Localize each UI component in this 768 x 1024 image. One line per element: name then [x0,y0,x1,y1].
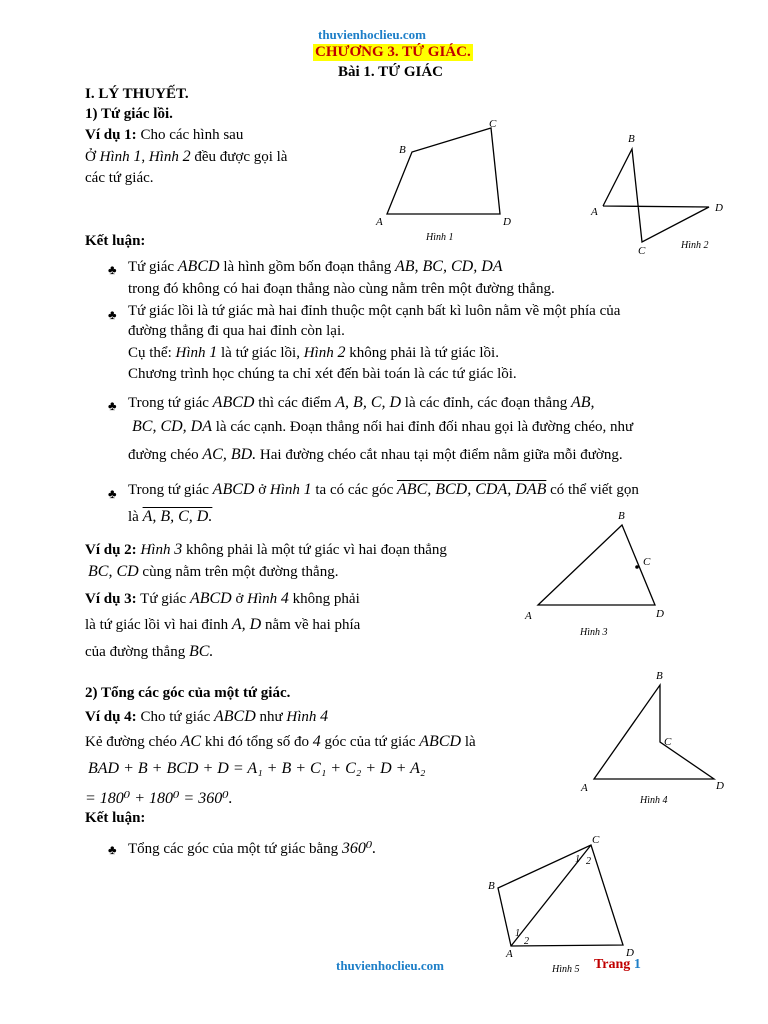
fig3-label-b: B [618,510,625,522]
footer-site: thuvienhoclieu.com [336,958,444,973]
text: Trong tứ giác [128,395,209,411]
fig4-caption: Hình 4 [640,795,668,806]
text: Cho tứ giác [140,709,211,725]
math: BC. [188,643,214,660]
math: ABCD [212,394,255,411]
example3-label: Ví dụ 3: [85,591,137,607]
fig3-point-c [635,565,639,569]
section-title: I. LÝ THUYẾT. [85,86,189,102]
fig1-label-b: B [399,144,406,156]
text: ta có các góc [315,482,394,498]
chapter-title: CHƯƠNG 3. TỨ GIÁC. [315,44,471,60]
fig5-angle-a2: 2 [524,936,529,947]
club-bullet-icon: ♣ [108,262,117,277]
fig4-label-c: C [664,736,672,748]
example1-line2: Ở Hình 1, Hình 2 đều được gọi là [85,148,288,165]
text: có thể viết gọn [550,482,639,498]
example1-line3: các tứ giác. [85,170,154,186]
bullet2-line1: Tứ giác lồi là tứ giác mà hai đỉnh thuộc một cạnh bất kì luôn nằm về một phía của [128,303,621,319]
text: là các cạnh. Đoạn thẳng nối hai đỉnh đối nhau gọi là đường chéo, như [215,419,634,435]
fig5-caption: Hình 5 [552,964,580,975]
fig-ref: Hình [99,149,130,165]
example1-label: Ví dụ 1: [85,127,137,143]
text: là tứ giác lồi vì hai đỉnh [85,617,229,633]
text: là các đỉnh, các đoạn thẳng [404,395,568,411]
fig-number: 3 [174,541,183,558]
text: nằm về hai phía [264,617,361,633]
conclusion2-text [128,838,376,858]
math: ABCD [177,258,220,275]
fig2-label-d: D [715,202,723,214]
text: ở [235,591,244,607]
text: khi đó tổng số đo [204,734,310,750]
text: cùng nằm trên một đường thẳng. [142,564,339,580]
math: AB, [570,394,595,411]
text: đều được gọi là [194,149,288,165]
fig3-label-c: C [643,556,651,568]
example2-line2 [88,563,338,581]
text: Trong tứ giác [128,482,209,498]
math: A, D [231,616,262,633]
fig2-label-b: B [628,133,635,145]
text: không phải [292,591,360,607]
text: Tứ giác [128,259,175,275]
math: ABCD [189,590,232,607]
fig4-label-b: B [656,670,663,682]
example4-label: Ví dụ 4: [85,709,137,725]
text: Kẻ đường chéo [85,734,177,750]
math: 4 [312,733,321,750]
text: Tổng các góc của một tứ giác bằng [128,841,339,857]
fig-number: 1 [209,344,218,361]
subsection-convex: 1) Tứ giác lồi. [85,106,173,122]
fig-ref: Hình [247,591,278,607]
club-bullet-icon: ♣ [108,486,117,501]
conclusion-label-2: Kết luận: [85,810,146,826]
fig-ref: Hình [269,482,300,498]
fig5-label-a: A [506,948,513,960]
figure-3-degenerate [520,505,670,645]
text: là [464,734,476,750]
math: AC, BD. [202,446,257,463]
example1-line1 [85,127,243,144]
fig2-shape [603,149,709,242]
bullet1-line2: trong đó không có hai đoạn thẳng nào cùng nằm trên một đường thẳng. [128,281,555,297]
figure-4-concave [578,665,733,810]
math: ABC, BCD, CDA, DAB [397,481,547,498]
example3-line3 [85,643,213,661]
text: ở [258,482,267,498]
club-bullet-icon: ♣ [108,307,117,322]
fig3-label-d: D [656,608,664,620]
subsection-angle-sum: 2) Tổng các góc của một tứ giác. [85,685,291,701]
text: là [128,509,139,525]
figure-5-diagonal [485,805,645,980]
text: của đường thẳng [85,644,186,660]
bullet4-line2 [128,508,212,526]
fig2-label-a: A [591,206,598,218]
text: là hình gồm bốn đoạn thẳng [223,259,392,275]
math: ABCD [212,481,255,498]
example4-line1 [85,708,328,726]
fig4-label-d: D [716,780,724,792]
math: AC [180,733,202,750]
text: không phải là tứ giác lồi. [349,345,499,361]
fig-ref: Hình [148,149,179,165]
math: AB, BC, CD, DA [394,258,503,275]
fig1-label-c: C [489,118,497,130]
bullet1-line1 [128,258,503,276]
example3-line1 [85,590,360,608]
fig3-caption: Hình 3 [580,627,608,638]
example3-line2 [85,616,360,634]
fig1-caption: Hình 1 [426,232,454,243]
fig5-angle-a1: 1 [515,928,520,939]
fig3-shape [538,525,655,605]
club-bullet-icon: ♣ [108,842,117,857]
fig-number: 2 [337,344,346,361]
fig-ref: Hình [286,709,317,725]
example1-text: Cho các hình sau [140,127,244,143]
fig2-caption: Hình 2 [681,240,709,251]
bullet2-line3 [128,344,499,362]
text: đường chéo [128,447,199,463]
page-number: 1 [633,957,641,972]
text: góc của tứ giác [324,734,416,750]
fig5-angle-c1: 1 [575,854,580,865]
fig-number: 2 [182,148,191,165]
bullet2-line2: đường thẳng đi qua hai đỉnh còn lại. [128,323,345,339]
fig2-label-c: C [638,245,646,257]
math: A, B, C, D [335,394,402,411]
text: Ở [85,149,96,165]
fig-number: 4 [320,708,329,725]
math: A, B, C, D. [142,508,213,525]
fig-number: 1 [133,148,142,165]
text: là tứ giác lồi, [221,345,300,361]
text: không phải là một tứ giác vì hai đoạn thẳng [185,542,447,558]
figure-2-crossed-quadrilateral [585,125,725,260]
math: ABCD [213,708,256,725]
page-label: Trang [594,957,631,972]
bullet2-line4: Chương trình học chúng ta chỉ xét đến bài toán là các tứ giác lồi. [128,366,517,382]
fig-ref: Hình [175,345,206,361]
lesson-title: Bài 1. TỨ GIÁC [338,64,444,80]
fig-ref: Hình [303,345,334,361]
text: thì các điểm [258,395,332,411]
example2-line1 [85,541,447,559]
club-bullet-icon: ♣ [108,398,117,413]
figure-1-quadrilateral [370,115,530,245]
page-indicator [594,957,641,973]
math: BC, CD, DA [132,418,212,435]
equation-2: = 180⁰ + 180⁰ = 360⁰. [85,790,233,807]
fig-number: 1 [303,481,312,498]
math: BC, CD [88,563,139,580]
fig1-label-d: D [503,216,511,228]
text: Tứ giác [140,591,187,607]
text: như [259,709,283,725]
fig1-label-a: A [376,216,383,228]
fig4-shape [594,685,714,779]
header-site: thuvienhoclieu.com [318,27,426,42]
fig5-label-b: B [488,880,495,892]
math: ABCD [419,733,462,750]
conclusion-label-1: Kết luận: [85,233,146,249]
example2-label: Ví dụ 2: [85,542,137,558]
fig4-label-a: A [581,782,588,794]
text: Cụ thể: [128,345,172,361]
fig-number: 4 [280,590,289,607]
math: 360⁰. [341,840,377,857]
example4-line2 [85,733,476,751]
fig5-angle-c2: 2 [586,856,591,867]
fig5-label-d: D [626,947,634,959]
bullet3-line2 [132,418,633,436]
fig-ref: Hình [140,542,171,558]
bullet3-line1 [128,394,595,412]
fig3-label-a: A [525,610,532,622]
text: Hai đường chéo cắt nhau tại một điểm nằm giữa mỗi đường. [259,447,623,463]
fig1-shape [387,128,500,214]
bullet3-line3 [128,446,623,464]
bullet4-line1 [128,481,639,499]
equation-1: BAD + B + BCD + D = A₁ + B + C₁ + C₂ + D + A₂ [88,760,426,777]
fig5-label-c: C [592,834,600,846]
